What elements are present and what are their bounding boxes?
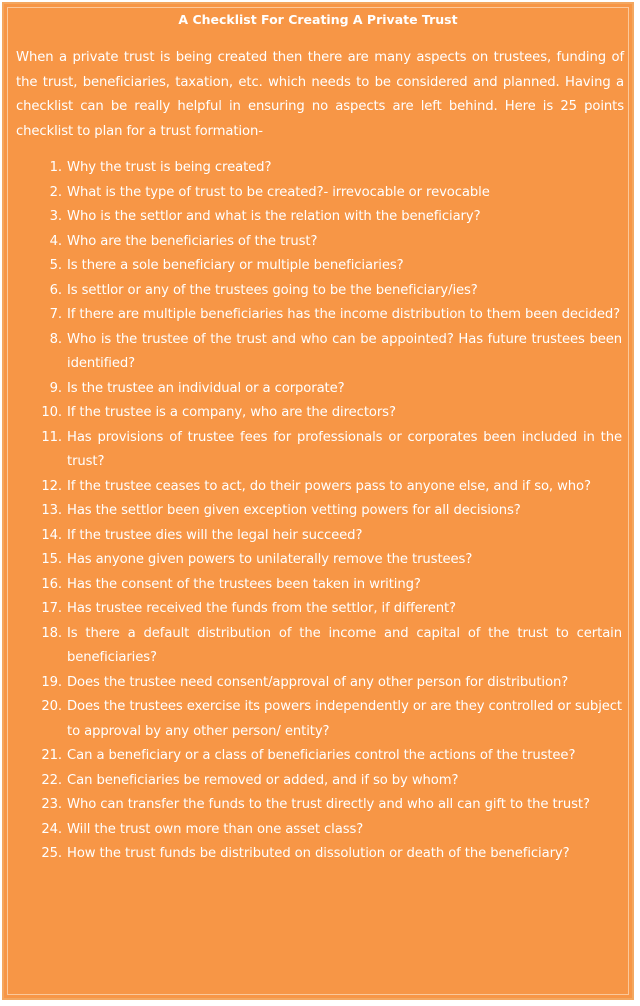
checklist-item — [16, 254, 622, 279]
checklist-item — [16, 230, 622, 255]
checklist-item-number: 19. — [41, 674, 62, 690]
checklist-item — [16, 401, 622, 426]
checklist-item-text: If there are multiple beneficiaries has the income distribution to them been decided? — [67, 307, 621, 322]
checklist-item-text: If the trustee ceases to act, do their powers pass to anyone else, and if so, who? — [67, 478, 591, 494]
checklist-item-number: 21. — [41, 748, 62, 763]
checklist-item-text: Can a beneficiary or a class of beneficiaries control the actions of the trustee? — [67, 748, 576, 763]
checklist-item-text: Why the trust is being created? — [67, 160, 272, 175]
checklist-item — [16, 818, 622, 843]
checklist-item-number: 8. — [49, 331, 62, 347]
checklist-item-number: 13. — [41, 503, 62, 518]
checklist-item-text: Can beneficiaries be removed or added, and if so by whom? — [67, 772, 459, 788]
checklist-item-text: Who is the settlor and what is the relation with the beneficiary? — [67, 209, 481, 224]
checklist-item — [16, 426, 622, 475]
checklist-item-text: Has the settlor been given exception vetting powers for all decisions? — [67, 503, 521, 518]
checklist-item-text: Is settlor or any of the trustees going to be the beneficiary/ies? — [67, 282, 478, 298]
checklist-item — [16, 524, 622, 549]
checklist-item — [16, 573, 622, 598]
checklist-item-number: 18. — [41, 625, 62, 641]
checklist-item-text: Who can transfer the funds to the trust directly and who all can gift to the trust? — [67, 797, 590, 812]
checklist-item-number: 1. — [49, 160, 62, 175]
checklist-item — [16, 695, 622, 744]
checklist-item-number: 25. — [41, 846, 62, 861]
checklist-item-number: 20. — [41, 699, 62, 714]
checklist-item — [16, 769, 622, 794]
checklist-item-text: Has anyone given powers to unilaterally remove the trustees? — [67, 552, 473, 567]
checklist-item-number: 22. — [41, 772, 62, 788]
checklist-item-text: Is there a sole beneficiary or multiple beneficiaries? — [67, 258, 404, 273]
checklist-item-number: 16. — [41, 576, 62, 592]
checklist-item-text: If the trustee is a company, who are the directors? — [67, 405, 396, 420]
checklist-item-number: 24. — [41, 821, 62, 837]
checklist-item — [16, 793, 622, 818]
checklist-item — [16, 156, 622, 181]
checklist-item — [16, 548, 622, 573]
checklist-item-number: 12. — [41, 478, 62, 494]
checklist-item-text: Does the trustee need consent/approval of any other person for distribution? — [67, 674, 569, 690]
checklist-item — [16, 622, 622, 671]
checklist-item-text: How the trust funds be distributed on dissolution or death of the beneficiary? — [67, 846, 570, 861]
checklist-item-number: 4. — [49, 233, 62, 249]
checklist-item — [16, 205, 622, 230]
checklist-item-number: 17. — [41, 601, 62, 616]
checklist-card — [2, 2, 634, 1000]
checklist-item — [16, 597, 622, 622]
checklist-item-number: 10. — [41, 405, 62, 420]
checklist-item-text: Who is the trustee of the trust and who can be appointed? Has future trustees been identified? — [67, 331, 622, 371]
checklist-item-number: 23. — [41, 797, 62, 812]
checklist-item — [16, 303, 622, 328]
checklist-item-number: 9. — [49, 380, 62, 396]
checklist — [16, 156, 622, 867]
checklist-item-number: 7. — [49, 307, 62, 322]
checklist-item-text: Who are the beneficiaries of the trust? — [67, 233, 318, 249]
checklist-item-text: Is the trustee an individual or a corporate? — [67, 380, 345, 396]
intro-paragraph: When a private trust is being created then there are many aspects on trustees, funding of the trust, beneficiaries, taxation, etc. which needs to be considered and planned. Having a checklist can be really helpful in ensuring no aspects are left behind. Here is 25 points checklist to plan for a trust formation- — [16, 50, 624, 139]
checklist-item-text: Has trustee received the funds from the settlor, if different? — [67, 601, 456, 616]
checklist-item — [16, 671, 622, 696]
checklist-item — [16, 744, 622, 769]
checklist-item-number: 15. — [41, 552, 62, 567]
checklist-item — [16, 475, 622, 500]
checklist-item — [16, 377, 622, 402]
checklist-item-text: Will the trust own more than one asset class? — [67, 821, 364, 837]
checklist-item-text: Has the consent of the trustees been taken in writing? — [67, 576, 421, 592]
checklist-item-number: 11. — [41, 429, 62, 445]
checklist-item-text: Is there a default distribution of the income and capital of the trust to certain beneficiaries? — [67, 625, 622, 665]
checklist-item-number: 14. — [41, 527, 62, 543]
checklist-item-number: 2. — [49, 184, 62, 200]
checklist-item — [16, 842, 622, 867]
checklist-item — [16, 328, 622, 377]
checklist-item-text: Has provisions of trustee fees for professionals or corporates been included in the trust? — [67, 429, 622, 469]
checklist-item-text: What is the type of trust to be created?- irrevocable or revocable — [67, 184, 490, 200]
checklist-item-number: 6. — [49, 282, 62, 298]
checklist-item-number: 5. — [49, 258, 62, 273]
checklist-item — [16, 279, 622, 304]
checklist-item-text: Does the trustees exercise its powers independently or are they controlled or subject to approval by any other person/ entity? — [67, 699, 622, 739]
checklist-item — [16, 181, 622, 206]
page-title: A Checklist For Creating A Private Trust — [178, 12, 458, 27]
checklist-item-text: If the trustee dies will the legal heir succeed? — [67, 527, 363, 543]
checklist-item — [16, 499, 622, 524]
checklist-item-number: 3. — [49, 209, 62, 224]
